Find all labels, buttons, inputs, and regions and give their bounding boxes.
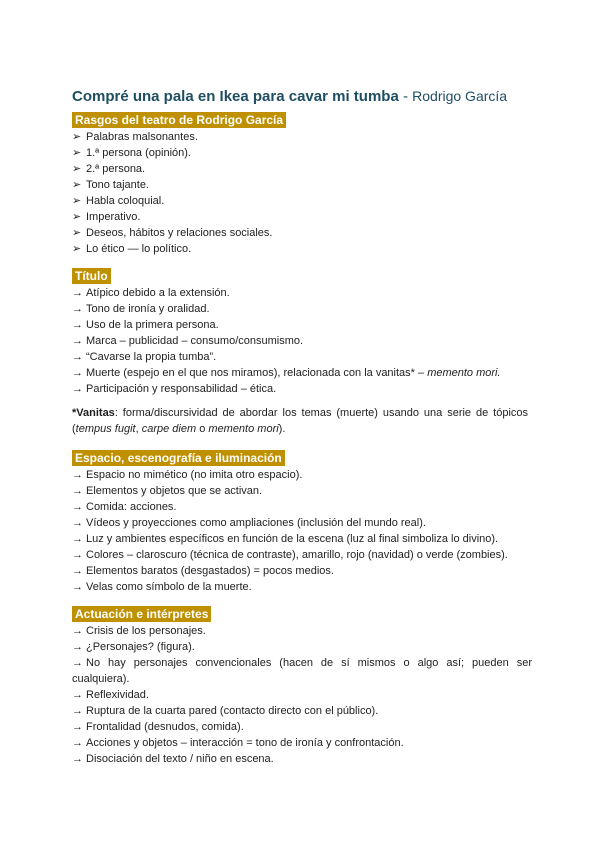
bullet-icon: ➢ — [72, 243, 82, 255]
arrow-icon: → — [72, 383, 83, 395]
item-text: Atípico debido a la extensión. — [86, 287, 230, 299]
list-item — [72, 751, 532, 767]
note-italic: tempus fugit — [75, 423, 136, 435]
item-text: Lo ético — lo político. — [86, 243, 192, 255]
arrow-icon: → — [72, 641, 83, 653]
section-heading: Rasgos del teatro de Rodrigo García — [72, 112, 286, 128]
item-text: Elementos baratos (desgastados) = pocos medios. — [86, 565, 334, 577]
list-item — [72, 719, 532, 735]
item-text: Tono de ironía y oralidad. — [86, 303, 210, 315]
title-separator: - — [398, 88, 413, 105]
section-actuacion — [72, 605, 532, 767]
item-text: Comida: acciones. — [86, 501, 177, 513]
list-item — [72, 735, 532, 751]
bullet-icon: ➢ — [72, 163, 82, 175]
list-item — [72, 333, 532, 349]
document-title — [72, 88, 507, 105]
list-item — [72, 547, 532, 563]
list-item — [72, 687, 532, 703]
arrow-icon: → — [72, 303, 83, 315]
arrow-icon: → — [72, 287, 83, 299]
vanitas-note — [72, 405, 528, 437]
list-item — [72, 531, 532, 547]
item-text: Espacio no mimético (no imita otro espacio). — [86, 469, 303, 481]
bullet-icon: ➢ — [72, 179, 82, 191]
item-text: 1.ª persona (opinión). — [86, 147, 191, 159]
list-item — [72, 301, 532, 317]
arrow-icon: → — [72, 533, 83, 545]
arrow-icon: → — [72, 753, 83, 765]
section-heading: Título — [72, 268, 111, 284]
item-text: Imperativo. — [86, 211, 141, 223]
list-item — [72, 317, 532, 333]
item-text: Uso de la primera persona. — [86, 319, 219, 331]
section-rasgos — [72, 111, 532, 257]
bullet-icon: ➢ — [72, 211, 82, 223]
item-text: “Cavarse la propia tumba”. — [86, 351, 217, 363]
list-item — [72, 563, 532, 579]
item-text: Participación y responsabilidad – ética. — [86, 383, 277, 395]
bullet-icon: ➢ — [72, 147, 82, 159]
arrow-icon: → — [72, 485, 83, 497]
item-text: Deseos, hábitos y relaciones sociales. — [86, 227, 273, 239]
note-text: o — [196, 423, 209, 435]
list-item — [72, 177, 532, 193]
list-item — [72, 225, 532, 241]
arrow-icon: → — [72, 565, 83, 577]
note-text: ). — [278, 423, 286, 435]
note-italic: memento mori — [208, 423, 279, 435]
list-item — [72, 145, 532, 161]
title-author: Rodrigo García — [412, 88, 508, 104]
arrow-list — [72, 467, 532, 595]
item-text: Crisis de los personajes. — [86, 625, 206, 637]
item-italic-text: memento mori. — [427, 367, 501, 379]
arrow-icon: → — [72, 351, 83, 363]
item-text: Ruptura de la cuarta pared (contacto directo con el público). — [86, 705, 379, 717]
arrow-icon: → — [72, 657, 83, 669]
item-text: Reflexividad. — [86, 689, 149, 701]
item-text: 2.ª persona. — [86, 163, 146, 175]
arrow-icon: → — [72, 335, 83, 347]
list-item — [72, 623, 532, 639]
note-text: : forma/discursividad de abordar los temas (muerte) usando una serie de tópicos ( — [72, 407, 528, 435]
arrow-icon: → — [72, 581, 83, 593]
arrow-icon: → — [72, 625, 83, 637]
list-item — [72, 467, 532, 483]
arrow-icon: → — [72, 737, 83, 749]
arrow-icon: → — [72, 705, 83, 717]
list-item — [72, 241, 532, 257]
item-text: Habla coloquial. — [86, 195, 165, 207]
arrow-list — [72, 623, 532, 767]
section-heading: Actuación e intérpretes — [72, 606, 211, 622]
item-text: Colores – claroscuro (técnica de contraste), amarillo, rojo (navidad) o verde (zombies). — [86, 549, 508, 561]
item-text: Velas como símbolo de la muerte. — [86, 581, 252, 593]
list-item — [72, 129, 532, 145]
item-text: Disociación del texto / niño en escena. — [86, 753, 274, 765]
bullet-list — [72, 129, 532, 257]
item-text: Vídeos y proyecciones como ampliaciones (inclusión del mundo real). — [86, 517, 426, 529]
section-heading: Espacio, escenografía e iluminación — [72, 450, 285, 466]
bullet-icon: ➢ — [72, 227, 82, 239]
list-item — [72, 515, 532, 531]
item-text: Marca – publicidad – consumo/consumismo. — [86, 335, 304, 347]
list-item — [72, 365, 532, 381]
list-item — [72, 285, 532, 301]
item-text: Muerte (espejo en el que nos miramos), relacionada con la vanitas* – — [86, 367, 428, 379]
item-text: Palabras malsonantes. — [86, 131, 198, 143]
item-text: No hay personajes convencionales (hacen de sí mismos o algo así; pueden ser cualquiera). — [72, 657, 532, 685]
arrow-icon: → — [72, 367, 83, 379]
arrow-icon: → — [72, 469, 83, 481]
item-text: Frontalidad (desnudos, comida). — [86, 721, 244, 733]
list-item — [72, 349, 532, 365]
list-item — [72, 499, 532, 515]
list-item — [72, 193, 532, 209]
arrow-icon: → — [72, 549, 83, 561]
list-item — [72, 209, 532, 225]
arrow-icon: → — [72, 501, 83, 513]
title-main: Compré una pala en Ikea para cavar mi tumba — [72, 88, 399, 105]
list-item — [72, 579, 532, 595]
list-item — [72, 381, 532, 397]
note-text: , — [135, 423, 142, 435]
list-item — [72, 161, 532, 177]
arrow-icon: → — [72, 517, 83, 529]
arrow-list — [72, 285, 532, 397]
bullet-icon: ➢ — [72, 131, 82, 143]
item-text: Luz y ambientes específicos en función de la escena (luz al final simboliza lo divino). — [86, 533, 499, 545]
arrow-icon: → — [72, 689, 83, 701]
list-item — [72, 703, 532, 719]
bullet-icon: ➢ — [72, 195, 82, 207]
item-text: ¿Personajes? (figura). — [86, 641, 195, 653]
arrow-icon: → — [72, 319, 83, 331]
note-term: *Vanitas — [72, 407, 115, 419]
note-italic: carpe diem — [141, 423, 197, 435]
item-text: Acciones y objetos – interacción = tono de ironía y confrontación. — [86, 737, 404, 749]
item-text: Elementos y objetos que se activan. — [86, 485, 263, 497]
list-item — [72, 639, 532, 655]
section-titulo — [72, 267, 532, 437]
list-item — [72, 483, 532, 499]
section-espacio — [72, 449, 532, 595]
item-text: Tono tajante. — [86, 179, 149, 191]
list-item — [72, 655, 532, 687]
arrow-icon: → — [72, 721, 83, 733]
